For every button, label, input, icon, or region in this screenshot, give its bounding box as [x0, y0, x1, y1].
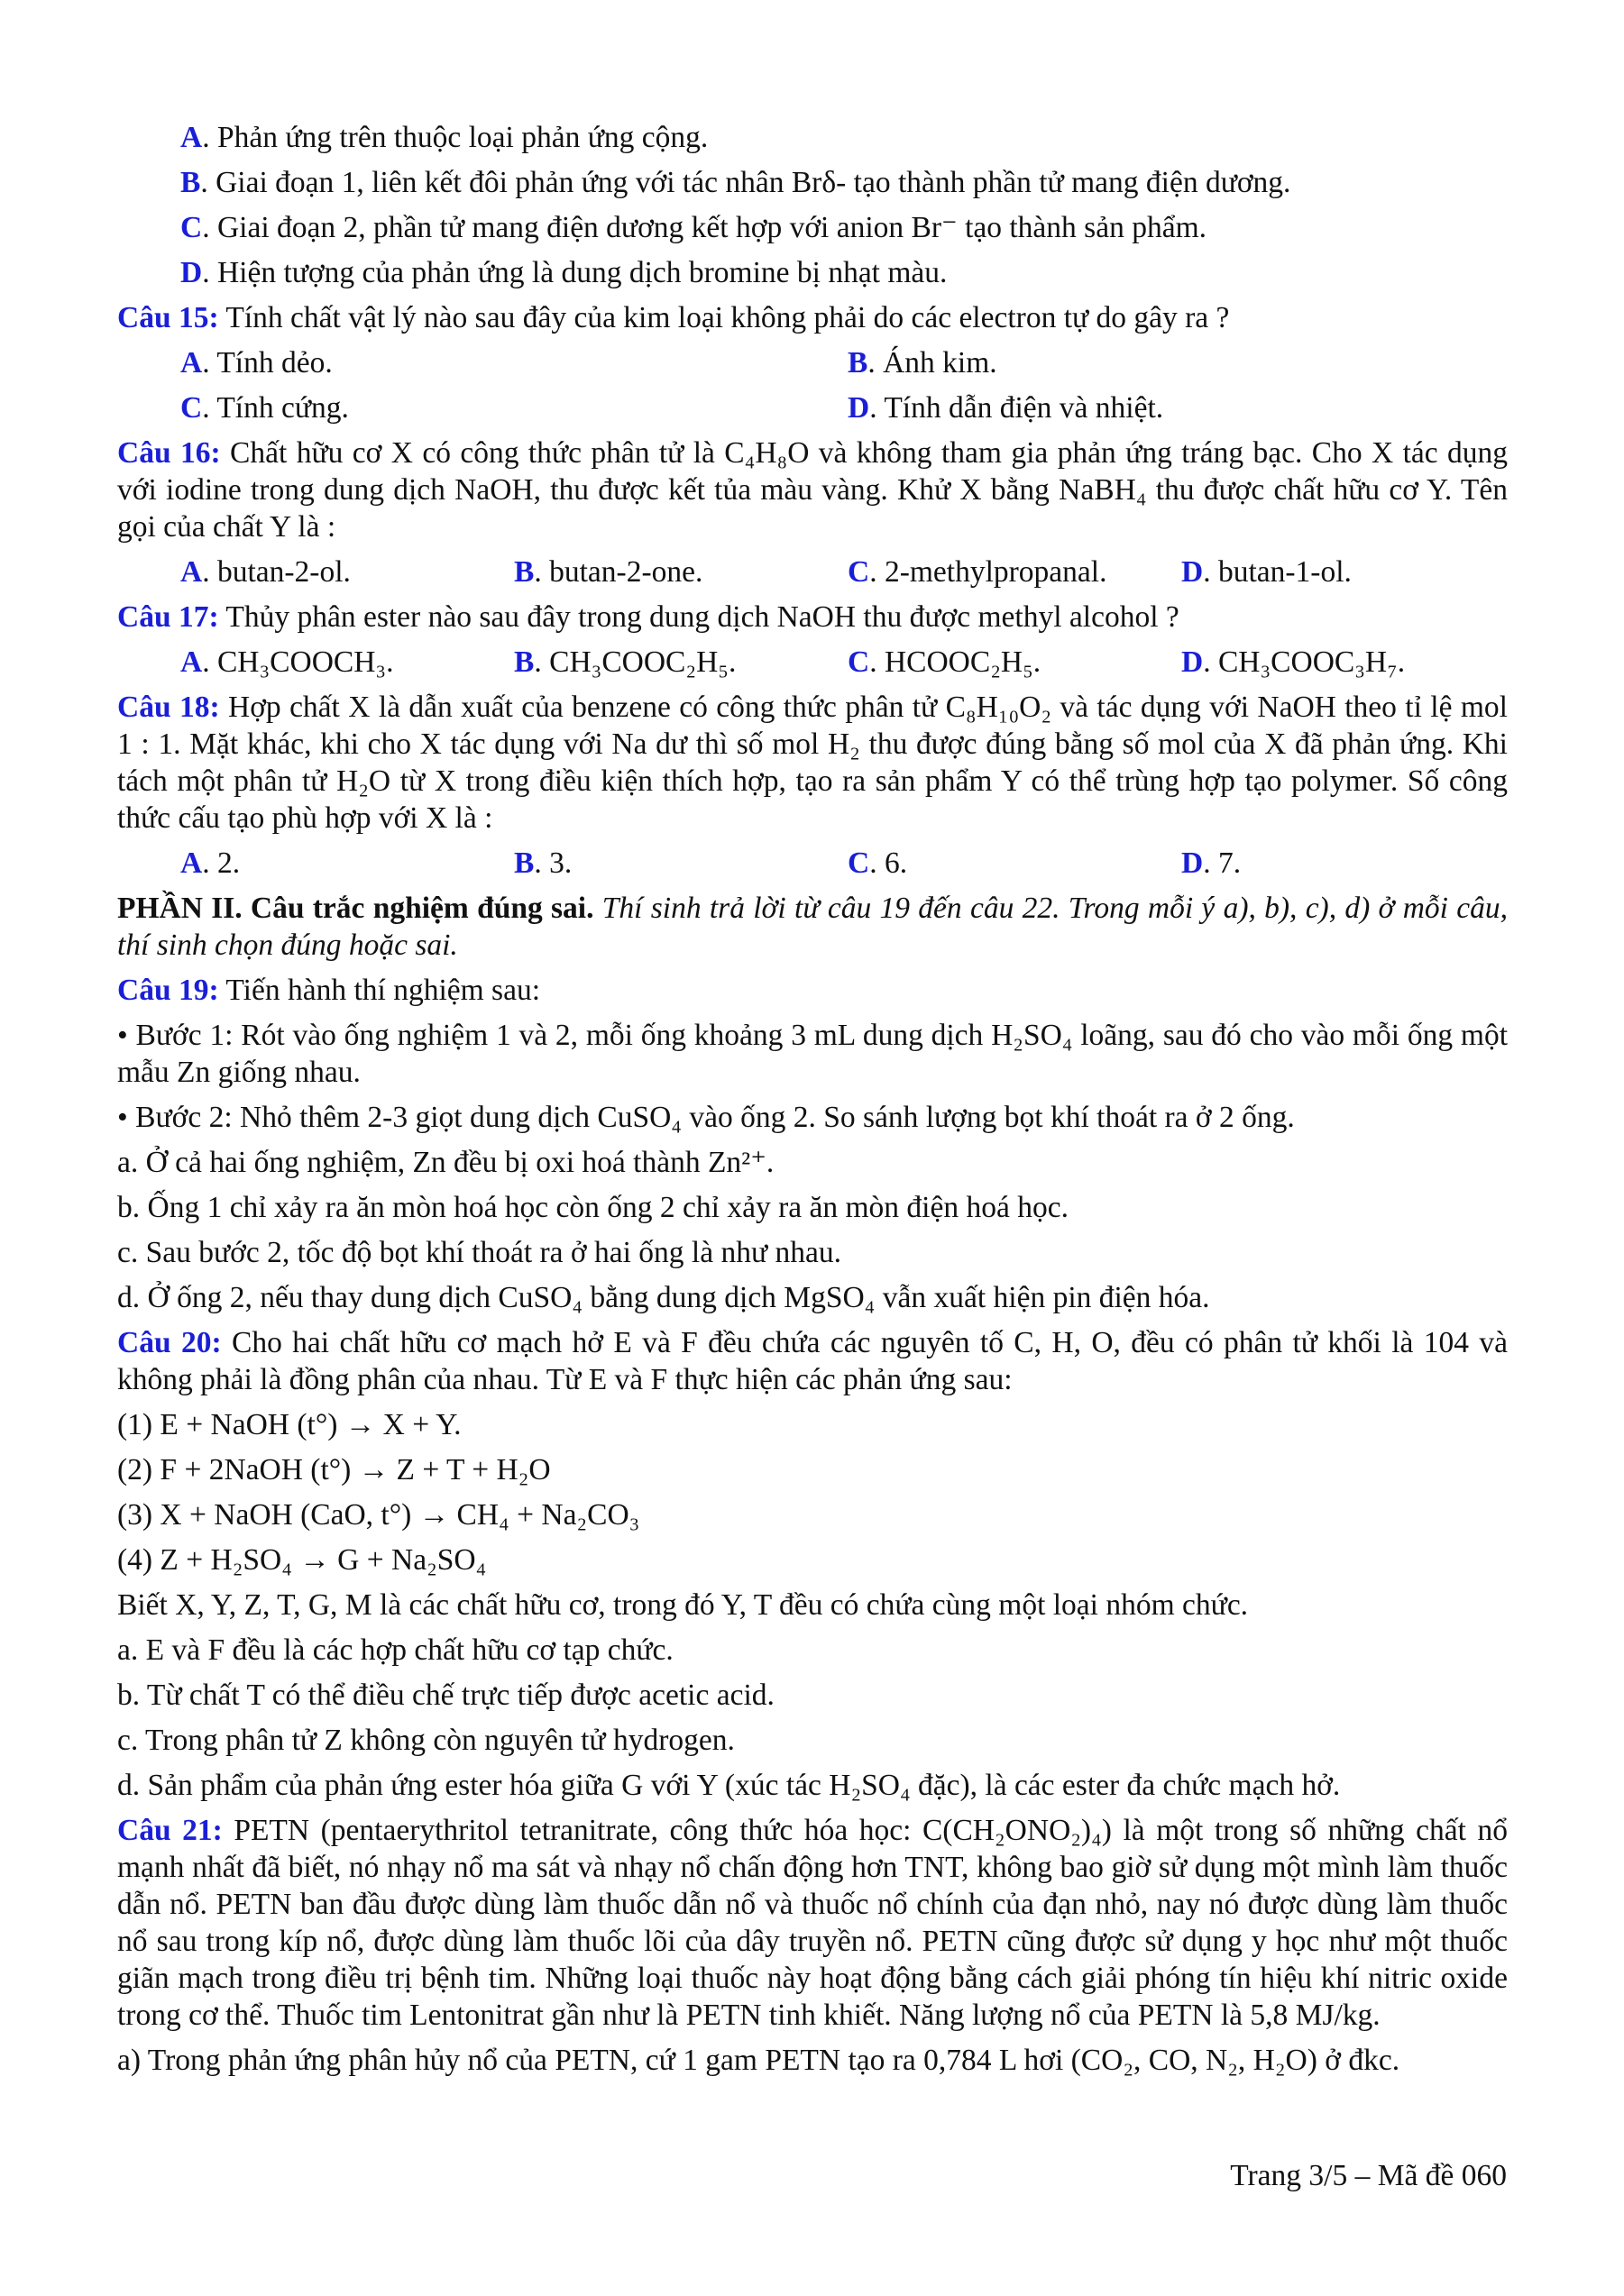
q14-option-b [117, 160, 1508, 206]
q17-options [117, 640, 1508, 685]
option-letter: C [848, 846, 870, 880]
page-footer: Trang 3/5 – Mã đề 060 [1230, 2159, 1507, 2192]
q17-option-c [848, 640, 1181, 685]
q16-option-b [514, 550, 848, 595]
option-text: . HCOOC₂H₅. [869, 645, 1041, 679]
question-text: Chất hữu cơ X có công thức phân tử là C₄H₈O và không tham gia phản ứng tráng bạc. Cho X tác dụng với iodine trong dung dịch NaOH, thu được kết tủa màu vàng. Khử X bằng NaBH₄ thu được chất hữu cơ Y. Tên gọi của chất Y là : [117, 436, 1509, 544]
question-label: Câu 18: [117, 691, 220, 724]
q18-option-a [117, 841, 514, 886]
q14-option-d [117, 251, 1508, 296]
exam-content [117, 115, 1508, 2083]
q19-statement-b: b. Ống 1 chỉ xảy ra ăn mòn hoá học còn ống 2 chỉ xảy ra ăn mòn điện hoá học. [117, 1191, 1069, 1224]
question-label: Câu 16: [117, 436, 221, 470]
question-text: Thủy phân ester nào sau đây trong dung dịch NaOH thu được methyl alcohol ? [218, 600, 1179, 634]
option-text: . Giai đoạn 1, liên kết đôi phản ứng với tác nhân Brδ- tạo thành phần tử mang điện dương. [200, 166, 1291, 199]
q16-option-c [848, 550, 1181, 595]
option-text: . Phản ứng trên thuộc loại phản ứng cộng. [202, 121, 709, 154]
option-letter: D [848, 391, 870, 425]
q19-step-1: • Bước 1: Rót vào ống nghiệm 1 và 2, mỗi ống khoảng 3 mL dung dịch H₂SO₄ loãng, sau đó cho vào mỗi ống một mẫu Zn giống nhau. [117, 1019, 1508, 1089]
q15-option-a [117, 341, 848, 386]
option-text: . Tính cứng. [202, 391, 349, 425]
q18-stem [117, 685, 1508, 841]
option-text: . butan-1-ol. [1203, 555, 1352, 589]
option-text: . Tính dẻo. [202, 346, 333, 380]
question-label: Câu 21: [117, 1814, 223, 1847]
q16-stem [117, 431, 1508, 550]
option-text: . Ánh kim. [867, 346, 997, 380]
q15-options-row-2 [117, 386, 1508, 431]
q14-options [117, 115, 1508, 296]
q18-options [117, 841, 1508, 886]
q14-option-a [117, 115, 1508, 160]
option-letter: B [514, 645, 535, 679]
q16-options [117, 550, 1508, 595]
q17-stem [117, 595, 1508, 640]
q19-step-2: • Bước 2: Nhỏ thêm 2-3 giọt dung dịch CuSO₄ vào ống 2. So sánh lượng bọt khí thoát ra ở 2 ống. [117, 1101, 1295, 1134]
option-letter: B [180, 166, 201, 199]
option-letter: B [848, 346, 868, 380]
question-label: Câu 17: [117, 600, 219, 634]
q15-stem [117, 296, 1508, 341]
question-text: Tiến hành thí nghiệm sau: [218, 974, 541, 1007]
part2-title: PHẦN II. Câu trắc nghiệm đúng sai. [117, 892, 594, 925]
question-text: PETN (pentaerythritol tetranitrate, công thức hóa học: C(CH₂ONO₂)₄) là một trong số những chất nổ mạnh nhất đã biết, nó nhạy nổ ma sát và nhạy nổ chấn động hơn TNT, không bao giờ sử dụng một mình làm thuốc dẫn nổ. PETN ban đầu được dùng làm thuốc dẫn nổ và thuốc nổ chính của đạn nhỏ, nay nó được dùng làm thuốc nổ sau trong kíp nổ, được dùng làm thuốc lõi của dây truyền nổ. PETN cũng được sử dụng y học như một thuốc giãn mạch trong điều trị bệnh tim. Những loại thuốc này hoạt động bằng cách giải phóng tín hiệu khí nitric oxide trong cơ thể. Thuốc tim Lentonitrat gần như là PETN tinh khiết. Năng lượng nổ của PETN là 5,8 MJ/kg. [117, 1814, 1508, 2032]
option-letter: C [848, 555, 870, 589]
option-letter: A [180, 121, 203, 154]
question-label: Câu 19: [117, 974, 219, 1007]
q15-option-c [117, 386, 848, 431]
q20-statement-d: d. Sản phẩm của phản ứng ester hóa giữa G với Y (xúc tác H₂SO₄ đặc), là các ester đa chức mạch hở. [117, 1769, 1341, 1802]
option-text: . 2. [202, 846, 241, 880]
q19-statement-d: d. Ở ống 2, nếu thay dung dịch CuSO₄ bằng dung dịch MgSO₄ vẫn xuất hiện pin điện hóa. [117, 1281, 1210, 1314]
q18-option-d [1181, 841, 1241, 886]
q14-option-c [117, 206, 1508, 251]
q20-statement-a: a. E và F đều là các hợp chất hữu cơ tạp chức. [117, 1633, 674, 1667]
option-letter: B [514, 555, 535, 589]
q18-option-b [514, 841, 848, 886]
q20-reaction-3: (3) X + NaOH (CaO, t°) → CH₄ + Na₂CO₃ [117, 1498, 640, 1532]
question-text: Tính chất vật lý nào sau đây của kim loại không phải do các electron tự do gây ra ? [218, 301, 1230, 334]
q16-option-d [1181, 550, 1352, 595]
q15-option-d [848, 386, 1163, 431]
option-letter: C [180, 211, 203, 244]
q17-option-d [1181, 640, 1405, 685]
option-text: . CH₃COOC₃H₇. [1203, 645, 1406, 679]
q15-options-row-1 [117, 341, 1508, 386]
option-text: . butan-2-ol. [202, 555, 351, 589]
option-text: . 7. [1203, 846, 1242, 880]
part2-instructions: Thí sinh trả lời từ câu 19 đến câu 22. Trong mỗi ý a), b), c), d) ở mỗi câu, thí sinh chọn đúng hoặc sai. [117, 892, 1508, 962]
q20-reaction-1: (1) E + NaOH (t°) → X + Y. [117, 1408, 462, 1441]
option-letter: B [514, 846, 535, 880]
q19-stem [117, 968, 1508, 1013]
option-letter: D [1181, 555, 1204, 589]
option-letter: A [180, 555, 203, 589]
question-label: Câu 20: [117, 1326, 222, 1359]
option-text: . Tính dẫn điện và nhiệt. [869, 391, 1164, 425]
option-letter: A [180, 645, 203, 679]
option-text: . Hiện tượng của phản ứng là dung dịch bromine bị nhạt màu. [202, 256, 948, 289]
q21-statement-a: a) Trong phản ứng phân hủy nổ của PETN, cứ 1 gam PETN tạo ra 0,784 L hơi (CO₂, CO, N₂, H₂O) ở đkc. [117, 2044, 1400, 2077]
option-letter: C [180, 391, 203, 425]
q20-reaction-2: (2) F + 2NaOH (t°) → Z + T + H₂O [117, 1453, 551, 1486]
option-text: . 6. [869, 846, 908, 880]
option-letter: C [848, 645, 870, 679]
question-text: Cho hai chất hữu cơ mạch hở E và F đều chứa các nguyên tố C, H, O, đều có phân tử khối là 104 và không phải là đồng phân của nhau. Từ E và F thực hiện các phản ứng sau: [117, 1326, 1509, 1396]
part2-heading [117, 886, 1508, 968]
option-text: . 3. [534, 846, 573, 880]
q17-option-b [514, 640, 848, 685]
q19-statement-c: c. Sau bước 2, tốc độ bọt khí thoát ra ở hai ống là như nhau. [117, 1236, 842, 1269]
option-letter: A [180, 346, 203, 380]
q20-reaction-4: (4) Z + H₂SO₄ → G + Na₂SO₄ [117, 1543, 487, 1577]
option-letter: D [180, 256, 203, 289]
q20-statement-c: c. Trong phân tử Z không còn nguyên tử hydrogen. [117, 1724, 735, 1757]
option-letter: D [1181, 645, 1204, 679]
question-text: Hợp chất X là dẫn xuất của benzene có công thức phân tử C₈H₁₀O₂ và tác dụng với NaOH theo tỉ lệ mol 1 : 1. Mặt khác, khi cho X tác dụng với Na dư thì số mol H₂ thu được đúng bằng số mol của X đã phản ứng. Khi tách một phân tử H₂O từ X trong điều kiện thích hợp, tạo ra sản phẩm Y có thể trùng hợp tạo polymer. Số công thức cấu tạo phù hợp với X là : [117, 691, 1508, 835]
option-text: . 2-methylpropanal. [869, 555, 1107, 589]
q20-statement-b: b. Từ chất T có thể điều chế trực tiếp được acetic acid. [117, 1679, 775, 1712]
q17-option-a [117, 640, 514, 685]
q16-option-a [117, 550, 514, 595]
q20-note: Biết X, Y, Z, T, G, M là các chất hữu cơ, trong đó Y, T đều có chứa cùng một loại nhóm chức. [117, 1588, 1249, 1622]
q21-stem [117, 1808, 1508, 2038]
option-text: . CH₃COOCH₃. [202, 645, 394, 679]
question-label: Câu 15: [117, 301, 219, 334]
q20-stem [117, 1321, 1508, 1403]
option-text: . CH₃COOC₂H₅. [534, 645, 737, 679]
q18-option-c [848, 841, 1181, 886]
option-letter: A [180, 846, 203, 880]
option-letter: D [1181, 846, 1204, 880]
option-text: . butan-2-one. [534, 555, 703, 589]
option-text: . Giai đoạn 2, phần tử mang điện dương kết hợp với anion Br⁻ tạo thành sản phẩm. [202, 211, 1207, 244]
q15-option-b [848, 341, 997, 386]
q19-statement-a: a. Ở cả hai ống nghiệm, Zn đều bị oxi hoá thành Zn²⁺. [117, 1146, 775, 1179]
